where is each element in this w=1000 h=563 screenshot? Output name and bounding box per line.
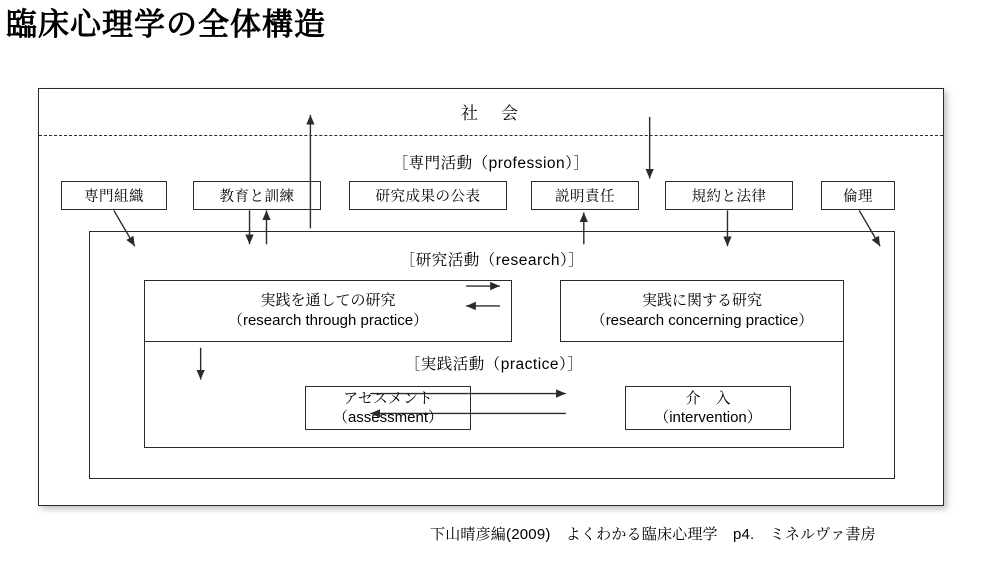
profession-label: ［専門活動（profession）］ bbox=[392, 155, 590, 172]
profession-box-ethics bbox=[821, 181, 895, 210]
practice-box-intervention bbox=[625, 386, 791, 430]
diagram-figure bbox=[38, 88, 944, 506]
profession-box-education-training bbox=[193, 181, 321, 210]
profession-box-label: 規約と法律 bbox=[691, 189, 767, 205]
profession-box-publication bbox=[349, 181, 507, 210]
research-band bbox=[144, 280, 844, 342]
research-label: ［研究活動（research）］ bbox=[399, 252, 585, 269]
page-title: 臨床心理学の全体構造 bbox=[6, 7, 326, 42]
practice-box-line2: （assessment） bbox=[332, 409, 444, 426]
practice-box-line2: （intervention） bbox=[654, 409, 762, 426]
source-caption: 下山晴彦編(2009) よくわかる臨床心理学 p4. ミネルヴァ書房 bbox=[430, 526, 876, 543]
profession-box-label: 説明責任 bbox=[555, 189, 615, 205]
research-box-line2: （research concerning practice） bbox=[590, 312, 814, 329]
research-box-line2: （research through practice） bbox=[227, 312, 429, 329]
practice-box-line1: 介 入 bbox=[685, 389, 731, 407]
research-frame bbox=[89, 231, 895, 479]
profession-box-label: 研究成果の公表 bbox=[375, 189, 481, 205]
research-box-line1: 実践を通しての研究 bbox=[260, 291, 396, 309]
profession-box-accountability bbox=[531, 181, 639, 210]
profession-box-label: 専門組織 bbox=[84, 189, 144, 205]
practice-frame bbox=[144, 342, 844, 448]
profession-box-label: 倫理 bbox=[843, 189, 873, 205]
research-box-concerning-practice bbox=[560, 280, 844, 342]
practice-box-line1: アセスメント bbox=[343, 389, 433, 407]
profession-box-label: 教育と訓練 bbox=[219, 189, 295, 205]
society-divider bbox=[39, 135, 943, 136]
profession-box-organization bbox=[61, 181, 167, 210]
practice-label: ［実践活動（practice）］ bbox=[404, 356, 584, 373]
research-box-line1: 実践に関する研究 bbox=[641, 291, 762, 309]
profession-box-rules-law bbox=[665, 181, 793, 210]
society-label: 社 会 bbox=[461, 104, 521, 123]
research-box-through-practice bbox=[144, 280, 512, 342]
practice-box-assessment bbox=[305, 386, 471, 430]
